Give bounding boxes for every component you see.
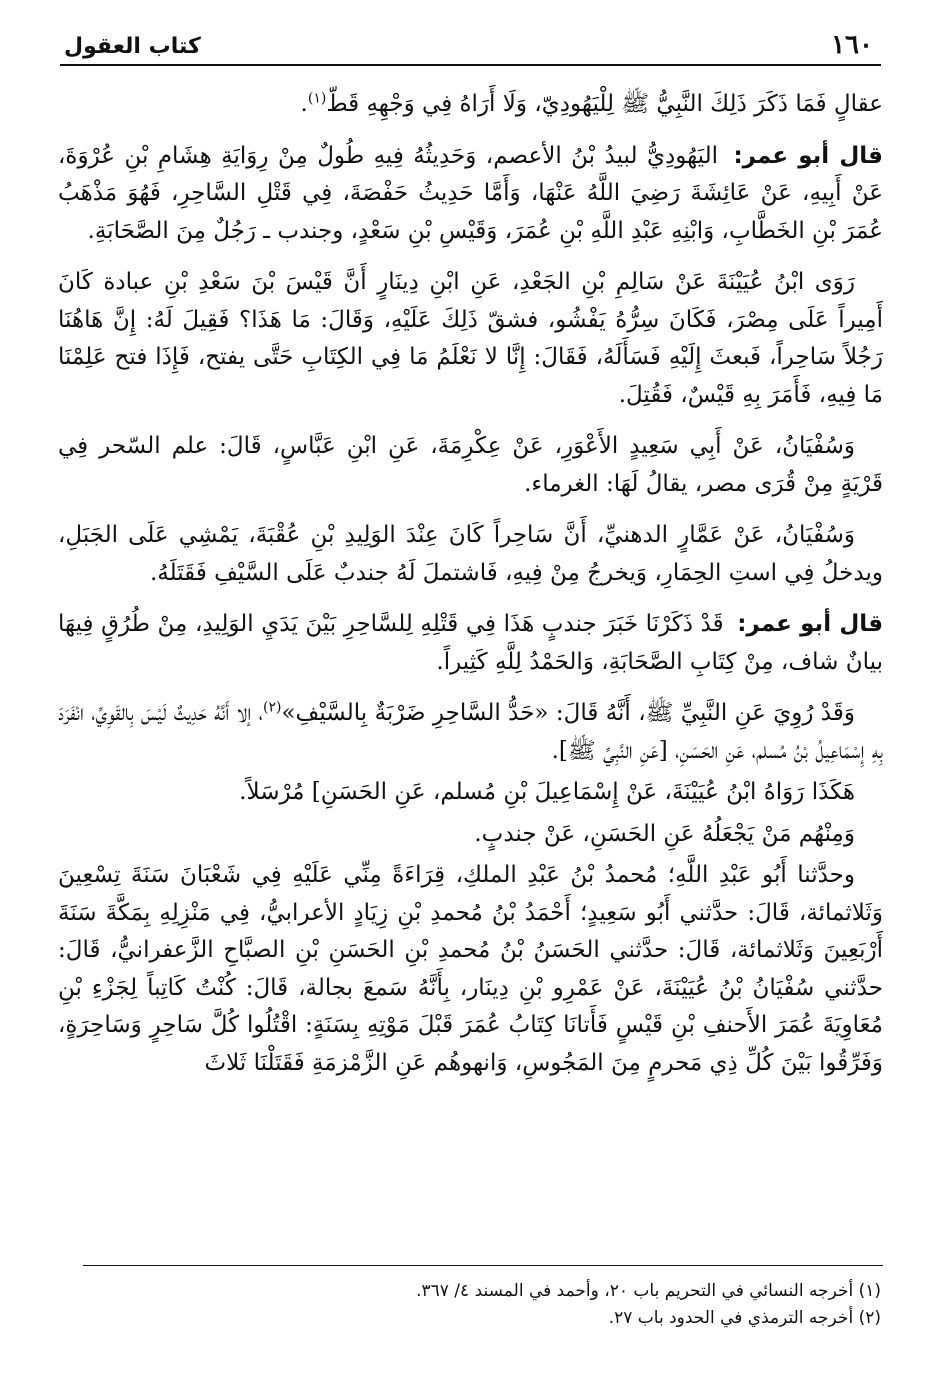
paragraph-tail: .: [300, 91, 308, 117]
paragraph: [58, 606, 883, 681]
footnote-divider: [83, 1265, 883, 1266]
page-header: [60, 30, 881, 66]
paragraph-lead: قال أبو عمر:: [733, 142, 883, 169]
footnotes: [60, 1278, 881, 1332]
paragraph: [58, 264, 883, 414]
paragraph-text: وحدَّثنا أَبُو عَبْدِ اللَّهِ؛ مُحمدُ بْنُ عَبْدِ الملكِ، قِرَاءَةً مِنِّي عَلَيْهِ فِي شَعْبَانَ سَنَةَ تِسْعِينَ وَثَلاثمائة، قَالَ: حدَّثني أَبُو سَعِيدٍ؛ أَحْمَدُ بْنُ مُحمدِ بْنِ زِيَادٍ الأعرابيُّ، فِي مَنْزِلِهِ بِمَكَّةَ سَنَةَ أَرْبَعِينَ وَثَلاثمائة، قَالَ: حدَّثني الحَسَنُ بْنُ مُحمدِ بْنِ الحَسَنِ بْنِ الصبَّاحِ الزَّعفرانيُّ، قَالَ: حدَّثني سُفْيَانُ بْنُ عُيَيْنَةَ، عَنْ عَمْرِو بْنِ دِينَار، بِأَنَّهُ سَمعَ بجالة، قَالَ: كُنْتُ كَاتِباً لِجَزْءِ بْنِ مُعَاوِيَةَ عُمَرَ الأَحنفِ بْنِ قَيْسٍ فَأَتانَا كِتَابُ عُمَرَ قَبْلَ مَوْتِهِ بِسَنَةٍ: اقْتُلُوا كُلَّ سَاحِرٍ وَسَاحِرَةٍ، وَفَرِّقُوا بَيْنَ كُلِّ ذِي مَحرمٍ مِنَ المَجُوسِ، وَانهوهُم عَنِ الزَّمْزمَةِ فَقَتَلْنَا ثَلاثَ: [58, 862, 883, 1076]
main-text: [58, 86, 883, 1096]
footnote-2: (٢) أخرجه الترمذي في الحدود باب ٢٧.: [608, 1308, 881, 1328]
paragraph: [58, 517, 883, 592]
paragraph-text: اليَهُودِيُّ لبيدُ بْنُ الأعصم، وَحَدِيثُهُ فِيهِ طُولٌ مِنْ رِوَايَةِ هِشَامِ بْنِ عُرْوَةَ، عَنْ أَبِيهِ، عَنْ عَائِشَةَ رَضِيَ اللَّهُ عَنْهَا، وَأَمَّا حَدِيثُ حَفْصَةَ، فِي قَتْلِ السَّاحِرِ، فَهُوَ مَذْهَبُ عُمَرَ بْنِ الخَطَّابِ، وَابْنِهِ عَبْدِ اللَّهِ بْنِ عُمَرَ، وَقَيْسِ بْنِ سَعْدٍ، وجندب ـ رَجُلٌ مِنَ الصَّحَابَةِ.: [58, 142, 883, 244]
paragraph: [58, 816, 883, 854]
paragraph-lead: قال أبو عمر:: [737, 611, 884, 637]
paragraph: [58, 857, 883, 1082]
paragraph-text: وَقَدْ رُوِيَ عَنِ النَّبِيِّ ﷺ، أَنَّهُ قَالَ: «حَدُّ السَّاحِرِ ضَرْبَةٌ بِالسَّيْفِ»: [281, 700, 855, 726]
paragraph: [58, 428, 883, 503]
paragraph-text: هَكَذَا رَوَاهُ ابْنُ عُيَيْنَةَ، عَنْ إِسْمَاعِيلَ بْنِ مُسلم، عَنِ الحَسَنِ] مُرْسَلاً.: [239, 779, 855, 805]
footnote-ref: (١): [307, 90, 327, 107]
paragraph-tail: ، إلا أَنَّهُ حَدِيثٌ لَيْسَ بِالقَوِيِّ، انْفَرَدَ بِهِ إِسْمَاعِيلُ بْنُ مُسلم، عَنِ الحَسَنِ، [عَنِ النَّبِيِّ ﷺ].: [58, 700, 883, 764]
paragraph: [58, 695, 883, 770]
paragraph-text: رَوَى ابْنُ عُيَيْنَةَ عَنْ سَالِمِ بْنِ الجَعْدِ، عَنِ ابْنِ دِينَارٍ أَنَّ قَيْسَ بْنَ سَعْدِ بْنِ عبادة كَانَ أَمِيراً عَلَى مِصْرَ، فَكَانَ سِرُّهُ يَفْشُو، فشقّ ذَلِكَ عَلَيْهِ، وَقَالَ: مَا هَذَا؟ فَقِيلَ لَهُ: إِنَّ هَاهُنَا رَجُلاً سَاحِراً، فَبعثَ إِلَيْهِ فَسَأَلَهُ، فَقَالَ: إِنَّا لا نَعْلَمُ مَا فِي الكِتَابِ حَتَّى يفتح، فَإِذَا فتح عَلِمْنَا مَا فِيهِ، فَأَمَرَ بِهِ قَيْسٌ، فَقُتِلَ.: [58, 269, 883, 408]
paragraph-text: وَمِنْهُم مَنْ يَجْعَلُهُ عَنِ الحَسَنِ، عَنْ جندبٍ.: [474, 820, 855, 847]
paragraph: [58, 774, 883, 812]
paragraph-text: قَدْ ذَكَرْنَا خَبَرَ جندبٍ هَذَا فِي قَتْلِهِ لِلسَّاحِرِ بَيْنَ يَدَيِ الوَلِيدِ، مِنْ طُرُقٍ فِيهَا بيانٌ شاف، مِنْ كِتَابِ الصَّحَابَةِ، وَالحَمْدُ لِلَّهِ كَثِيراً.: [58, 611, 883, 675]
footnote-ref: (٢): [262, 699, 282, 716]
paragraph-text: وَسُفْيَانُ، عَنْ أَبِي سَعِيدٍ الأَعْوَرِ، عَنْ عِكْرِمَةَ، عَنِ ابْنِ عَبَّاسٍ، قَالَ: علم السّحر فِي قَرْيَةٍ مِنْ قُرَى مصر، يقالُ لَهَا: الغرماء.: [58, 433, 883, 497]
paragraph: [58, 86, 883, 124]
paragraph-text: وَسُفْيَانُ، عَنْ عَمَّارٍ الدهنيِّ، أَنَّ سَاحِراً كَانَ عِنْدَ الوَلِيدِ بْنِ عُقْبَةَ، يَمْشِي عَلَى الجَبَلِ، ويدخلُ فِي استِ الحِمَارِ، وَيخرجُ مِنْ فِيهِ، فَاشتملَ لَهُ جندبٌ عَلَى السَّيْفِ فَقَتَلَهُ.: [58, 522, 883, 586]
running-title: كتاب العقول: [64, 34, 201, 59]
paragraph: [58, 138, 883, 251]
footnote-1: (١) أخرجه النسائي في التحريم باب ٢٠، وأحمد في المسند ٤/ ٣٦٧.: [416, 1281, 881, 1301]
paragraph-text: عقالٍ فَمَا ذَكَرَ ذَلِكَ النَّبِيُّ ﷺ لِلْيَهُودِيّ، وَلَا أَرَاهُ فِي وَجْهِهِ قَطّ: [326, 91, 883, 117]
page-number: ١٦٠: [831, 30, 873, 60]
